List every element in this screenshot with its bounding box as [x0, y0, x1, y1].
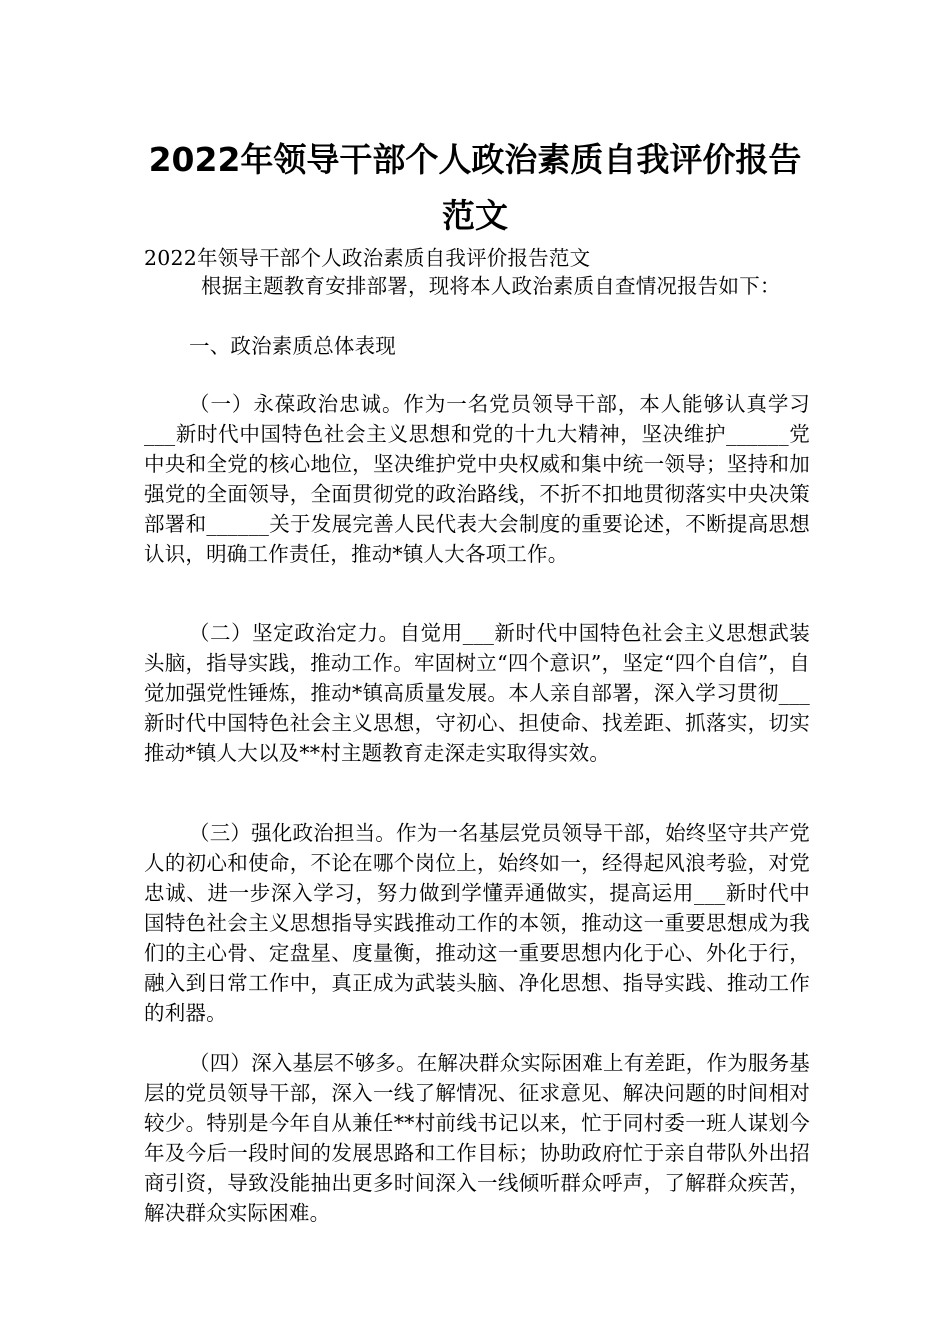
paragraph-grassroots-engagement: （四）深入基层不够多。在解决群众实际困难上有差距，作为服务基层的党员领导干部，深入一线了解情况、征求意见、解决问题的时间相对较少。特别是今年自从兼任**村前线书记以来，忙于同村委一班人谋划今年及今后一段时间的发展思路和工作目标；协助政府忙于亲自带队外出招商引资，导致没能抽出更多时间深入一线倾听群众呼声，了解群众疾苦，解决群众实际困难。: [144, 1051, 810, 1225]
paragraph-political-responsibility: （三）强化政治担当。作为一名基层党员领导干部，始终坚守共产党人的初心和使命，不论在哪个岗位上，始终如一，经得起风浪考验，对党忠诚、进一步深入学习，努力做到学懂弄通做实，提高运用___新时代中国特色社会主义思想指导实践推动工作的本领，推动这一重要思想成为我们的主心骨、定盘星、度量衡，推动这一重要思想内化于心、外化于行，融入到日常工作中，真正成为武装头脑、净化思想、指导实践、推动工作的利器。: [144, 821, 810, 1025]
document-title: 2022年领导干部个人政治素质自我评价报告范文: [148, 140, 802, 235]
intro-paragraph: 根据主题教育安排部署，现将本人政治素质自查情况报告如下：: [201, 274, 781, 298]
document-subtitle: 2022年领导干部个人政治素质自我评价报告范文: [144, 246, 591, 270]
paragraph-political-resolve: （二）坚定政治定力。自觉用___新时代中国特色社会主义思想武装头脑，指导实践，推动工作。牢固树立“四个意识”，坚定“四个自信”，自觉加强党性锤炼，推动*镇高质量发展。本人亲自部署，深入学习贯彻___新时代中国特色社会主义思想，守初心、担使命、找差距、抓落实，切实推动*镇人大以及**村主题教育走深走实取得实效。: [144, 621, 810, 765]
paragraph-political-loyalty: （一）永葆政治忠诚。作为一名党员领导干部，本人能够认真学习___新时代中国特色社会主义思想和党的十九大精神，坚决维护______党中央和全党的核心地位，坚决维护党中央权威和集中统一领导；坚持和加强党的全面领导，全面贯彻党的政治路线，不折不扣地贯彻落实中央决策部署和______关于发展完善人民代表大会制度的重要论述，不断提高思想认识，明确工作责任，推动*镇人大各项工作。: [144, 392, 810, 566]
section-heading: 一、政治素质总体表现: [189, 334, 396, 358]
